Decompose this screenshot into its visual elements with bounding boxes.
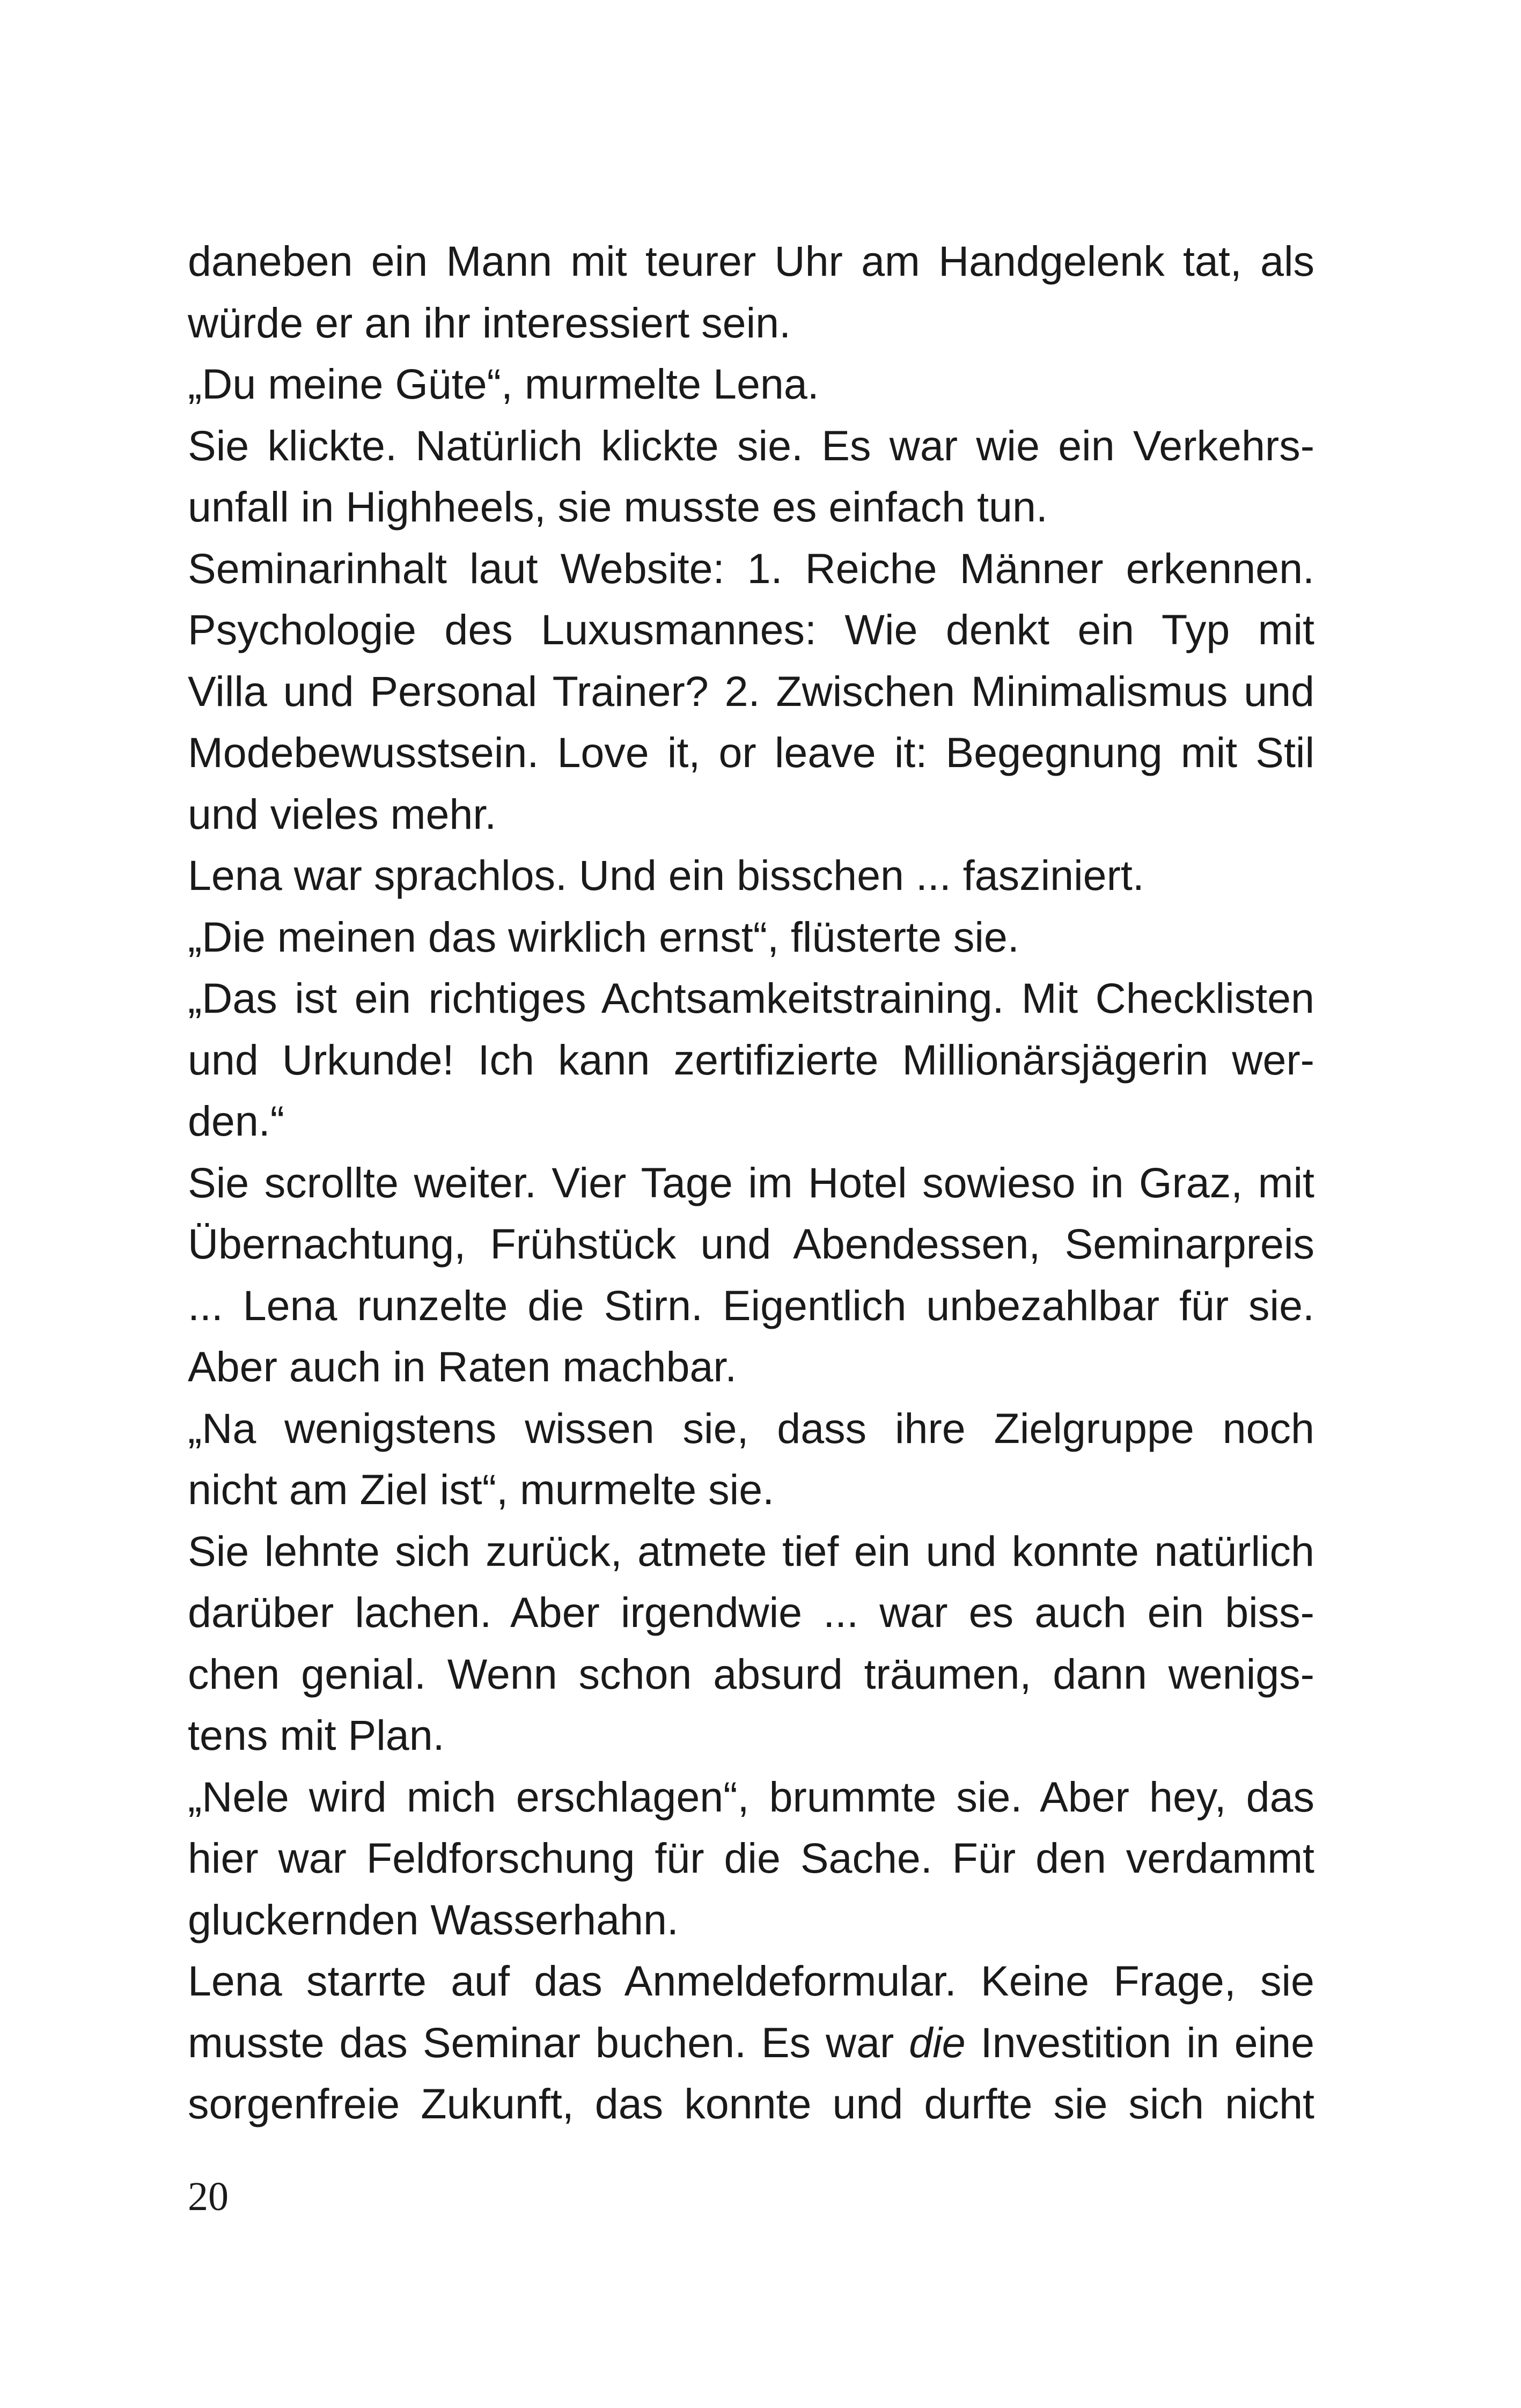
text-line: Villa und Personal Trainer? 2. Zwischen Minimalismus und bbox=[188, 667, 1314, 715]
text-line: Seminarinhalt laut Website: 1. Reiche Männer erkennen. bbox=[188, 544, 1314, 592]
italic-word: die bbox=[909, 2018, 966, 2066]
text-line: darüber lachen. Aber irgendwie ... war es auch ein biss- bbox=[188, 1588, 1314, 1636]
text-line: ... Lena runzelte die Stirn. Eigentlich unbezahlbar für sie. bbox=[188, 1281, 1314, 1329]
text-line: Psychologie des Luxusmannes: Wie denkt ein Typ mit bbox=[188, 606, 1314, 653]
text-line: Sie lehnte sich zurück, atmete tief ein und konnte natürlich bbox=[188, 1527, 1314, 1575]
text-line: daneben ein Mann mit teurer Uhr am Handgelenk tat, als bbox=[188, 237, 1314, 285]
text-line: Sie scrollte weiter. Vier Tage im Hotel sowieso in Graz, mit bbox=[188, 1158, 1314, 1206]
text-line: gluckernden Wasserhahn. bbox=[188, 1895, 679, 1943]
text-line: Aber auch in Raten machbar. bbox=[188, 1343, 737, 1390]
text-line: „Nele wird mich erschlagen“, brummte sie. Aber hey, das bbox=[188, 1772, 1314, 1821]
text-line: „Das ist ein richtiges Achtsamkeitstraining. Mit Checklisten bbox=[188, 974, 1314, 1022]
text-line: Modebewusstsein. Love it, or leave it: Begegnung mit Stil bbox=[188, 728, 1314, 776]
page-number: 20 bbox=[188, 2174, 229, 2219]
text-segment: Investition in eine bbox=[965, 2018, 1315, 2066]
text-line: nicht am Ziel ist“, murmelte sie. bbox=[188, 1466, 775, 1513]
text-line: würde er an ihr interessiert sein. bbox=[188, 298, 791, 347]
text-line: Sie klickte. Natürlich klickte sie. Es war wie ein Verkehrs- bbox=[188, 421, 1314, 469]
text-line: Lena starrte auf das Anmeldeformular. Keine Frage, sie bbox=[188, 1957, 1314, 2005]
text-line: unfall in Highheels, sie musste es einfach tun. bbox=[188, 483, 1048, 531]
text-line: und vieles mehr. bbox=[188, 790, 497, 838]
text-line: „Na wenigstens wissen sie, dass ihre Zielgruppe noch bbox=[188, 1404, 1314, 1452]
text-line-with-italic bbox=[188, 2012, 1314, 2074]
text-line: hier war Feldforschung für die Sache. Für den verdammt bbox=[188, 1834, 1314, 1882]
text-line: „Du meine Güte“, murmelte Lena. bbox=[188, 360, 819, 408]
text-line: Lena war sprachlos. Und ein bisschen ... fasziniert. bbox=[188, 851, 1144, 899]
text-line: und Urkunde! Ich kann zertifizierte Millionärsjägerin wer- bbox=[188, 1035, 1314, 1084]
text-segment: musste das Seminar buchen. Es war bbox=[188, 2018, 909, 2066]
text-line: „Die meinen das wirklich ernst“, flüsterte sie. bbox=[188, 912, 1019, 961]
text-line: tens mit Plan. bbox=[188, 1711, 445, 1759]
text-line: den.“ bbox=[188, 1097, 285, 1145]
text-line: Übernachtung, Frühstück und Abendessen, Seminarpreis bbox=[188, 1220, 1314, 1268]
text-line: chen genial. Wenn schon absurd träumen, dann wenigs- bbox=[188, 1649, 1314, 1698]
body-text bbox=[188, 231, 1314, 2135]
text-line: sorgenfreie Zukunft, das konnte und durfte sie sich nicht bbox=[188, 2080, 1314, 2127]
